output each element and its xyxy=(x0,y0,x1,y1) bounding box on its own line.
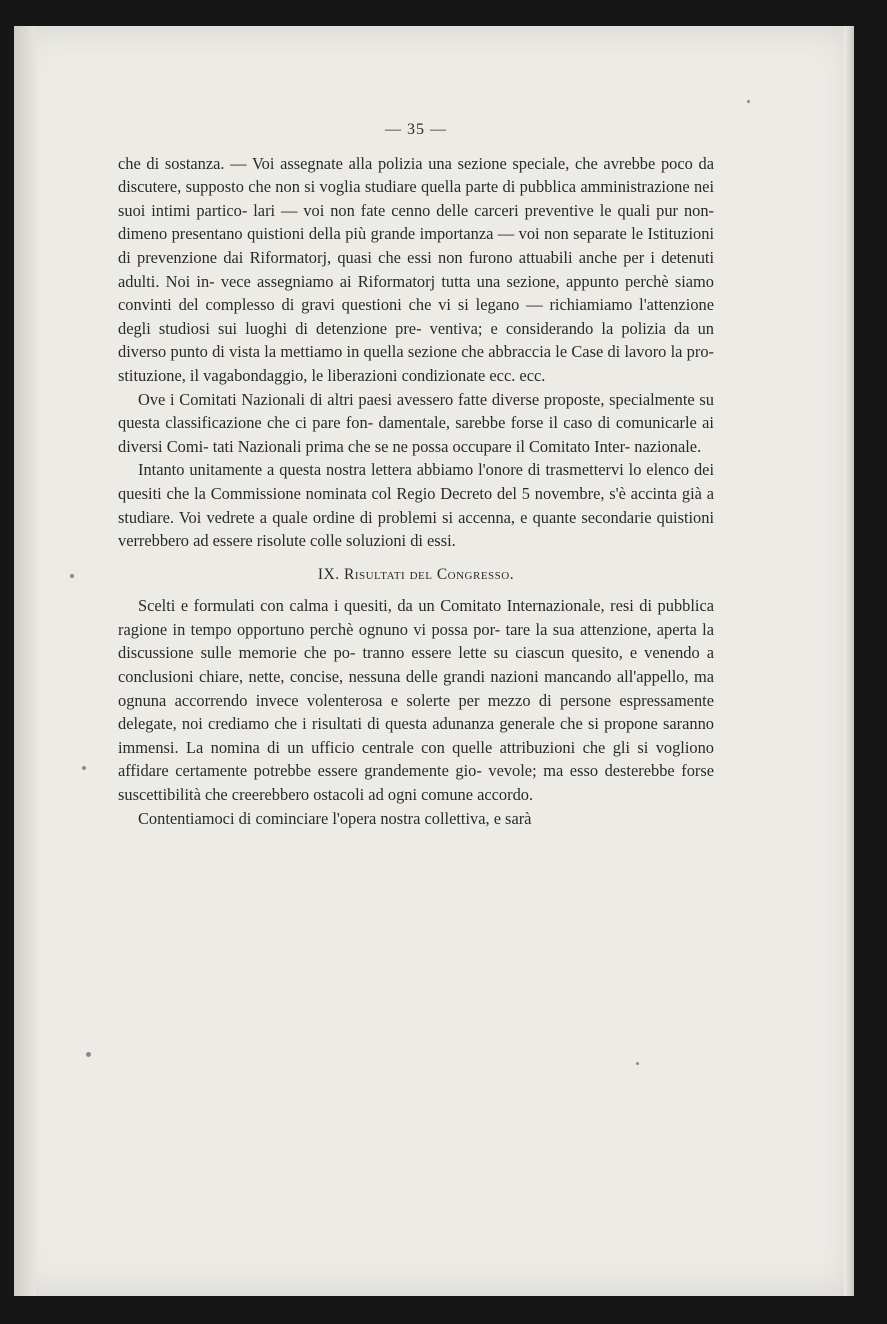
section-heading: IX. Risultati del Congresso. xyxy=(317,565,515,583)
scan-speck xyxy=(82,766,86,770)
scan-speck xyxy=(636,1062,639,1065)
page-text-block xyxy=(118,118,714,830)
paragraph: Contentiamoci di cominciare l'opera nostra collettiva, e sarà xyxy=(138,808,532,828)
page-outer-edge xyxy=(844,26,854,1296)
paragraph: Scelti e formulati con calma i quesiti, da un Comitato Internazionale, resi di pubblica ragione in tempo opportuno perchè ognuno vi possa por- tare la sua attenzione, aperta la discussione sulle memorie che po- tranno essere lette su ciascun quesito, e venendo a conclusioni chiare, nette, concise, nessuna delle grandi nazioni mancando all'appello, ma ognuna accorrendo invece volenterosa e solerte per mezzo di persone espressamente delegate, noi crediamo che i risultati di questa adunanza generale che si propone saranno immensi. La nomina di un ufficio centrale con quelle attribuzioni che gli si vogliono affidare certamente potrebbe essere grandemente gio- vevole; ma esso desterebbe forse suscettibilità che creerebbero ostacoli ad ogni comune accordo. xyxy=(118,596,714,805)
paragraph: che di sostanza. — Voi assegnate alla polizia una sezione speciale, che avrebbe poco da discutere, supposto che non si voglia studiare quella parte di pubblica amministrazione nei suoi intimi partico- lari — voi non fate cenno delle carceri preventive le quali pur non- dimeno presentano quistioni della più grande importanza — voi non separate le Istituzioni di prevenzione dai Riformatorj, quasi che essi non furono attuabili anche per i detenuti adulti. Noi in- vece assegniamo ai Riformatorj tutta una sezione, appunto perchè siamo convinti del complesso di gravi questioni che vi si legano — richiamiamo l'attenzione degli studiosi sui luoghi di detenzione pre- ventiva; e considerando la polizia da un diverso punto di vista la mettiamo in quella sezione che abbraccia le Case di lavoro la pro- stituzione, il vagabondaggio, le liberazioni condizionate ecc. ecc. xyxy=(118,153,714,385)
scan-speck xyxy=(86,1052,91,1057)
scan-speck xyxy=(70,574,74,578)
paragraph: Intanto unitamente a questa nostra lettera abbiamo l'onore di trasmettervi lo elenco dei quesiti che la Commissione nominata col Regio Decreto del 5 novembre, s'è accinta già a studiare. Voi vedrete a quale ordine di problemi si accenna, e quante secondarie quistioni verrebbero ad essere risolute colle soluzioni di essi. xyxy=(118,460,714,551)
page-number: — 35 — xyxy=(385,121,447,138)
book-page xyxy=(14,26,854,1296)
scan-speck xyxy=(747,100,750,103)
page-binding-edge xyxy=(14,26,36,1296)
paragraph: Ove i Comitati Nazionali di altri paesi avessero fatte diverse proposte, specialmente su questa classificazione che ci pare fon- damentale, sarebbe forse il caso di comunicarle ai diversi Comi- tati Nazionali prima che se ne possa occupare il Comitato Inter- nazionale. xyxy=(118,389,714,456)
